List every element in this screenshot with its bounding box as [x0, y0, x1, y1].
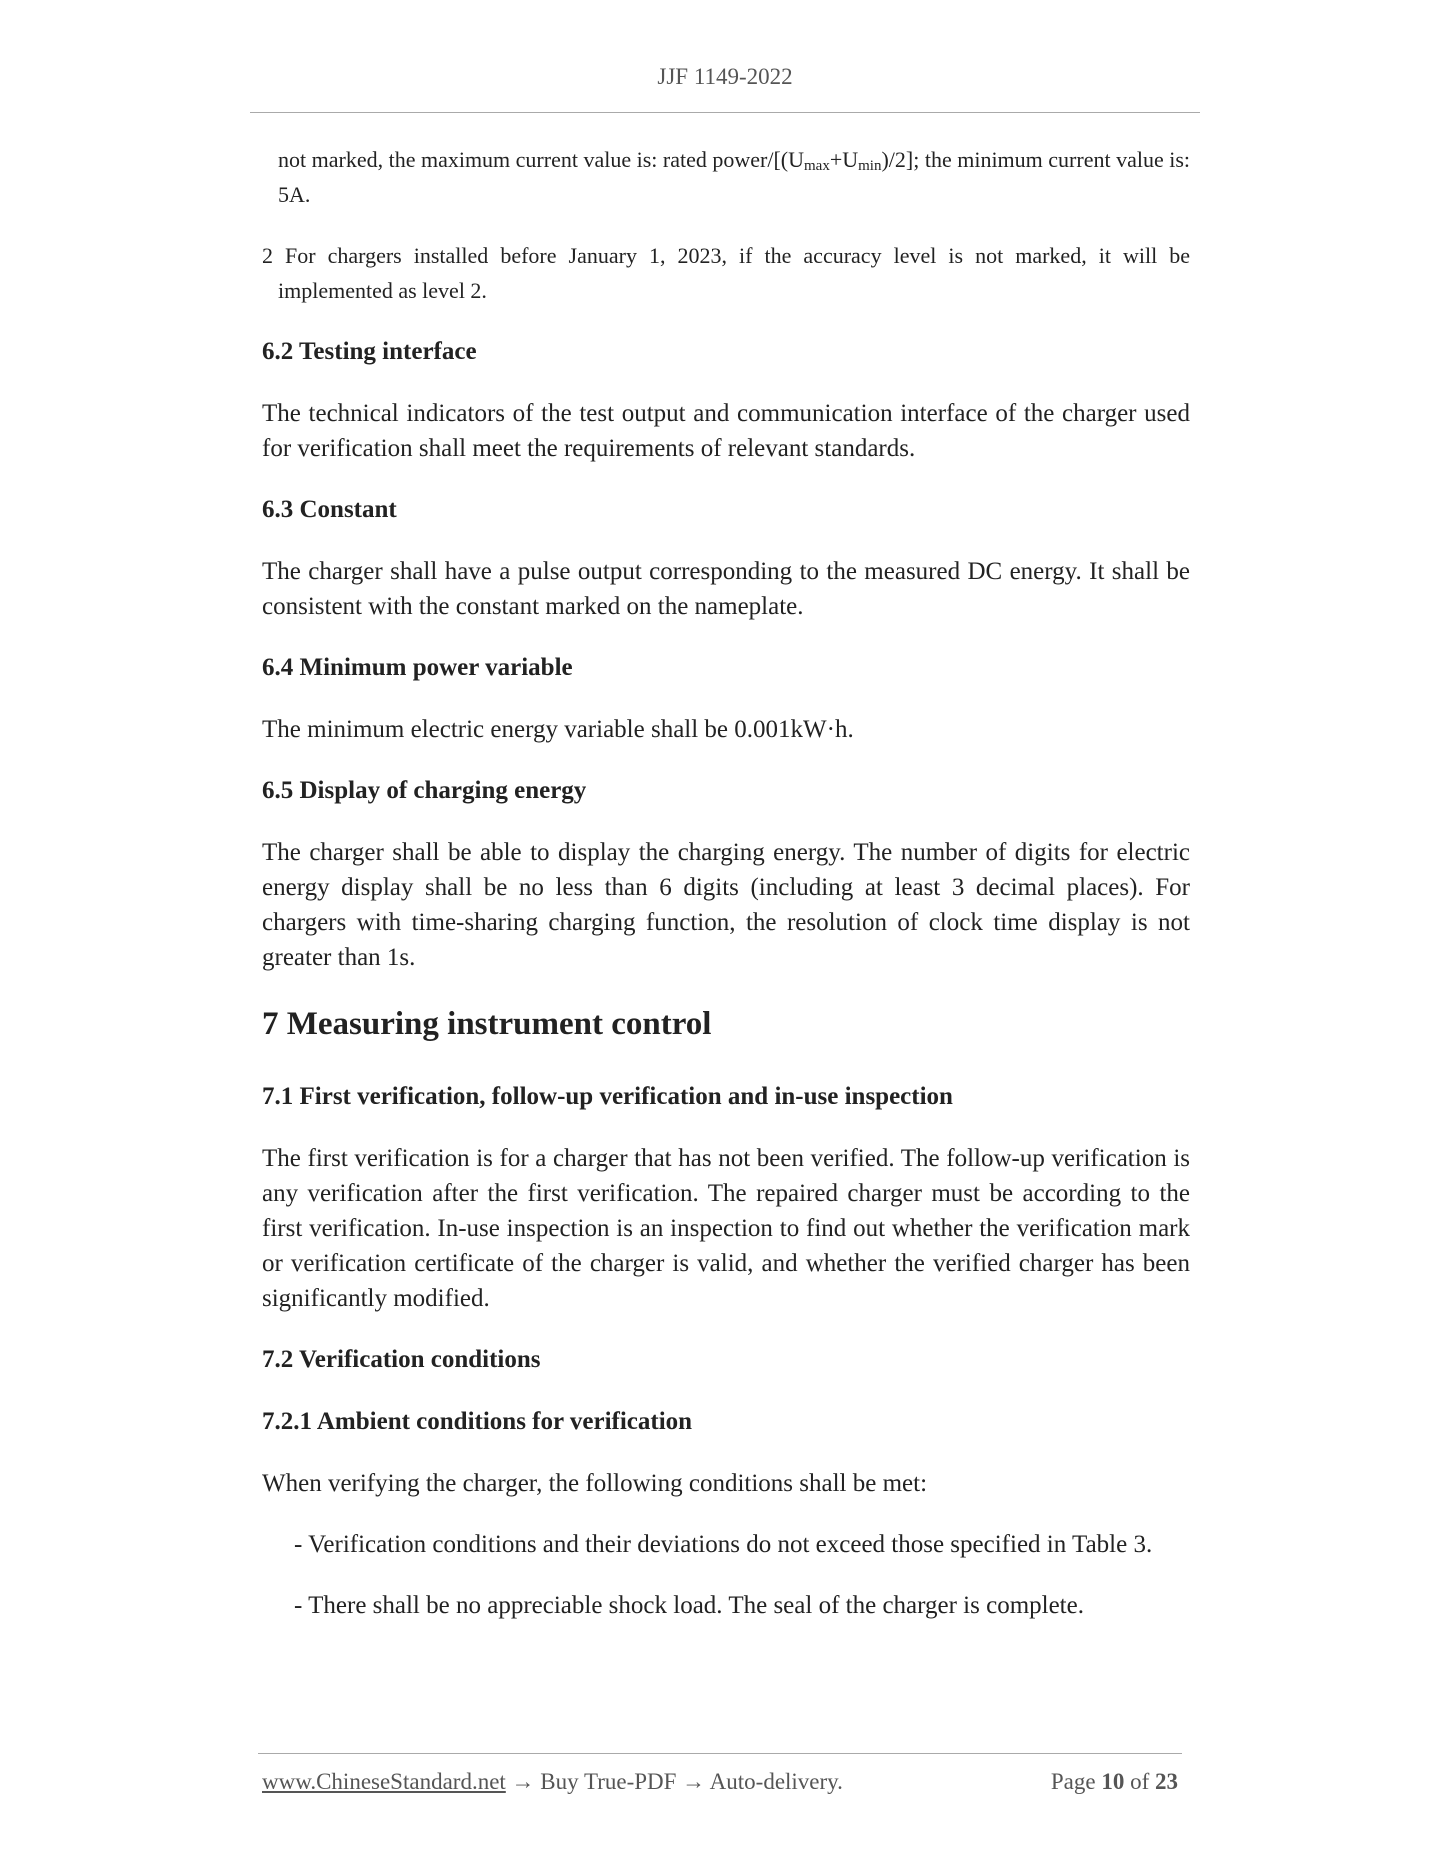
of-label: of [1130, 1769, 1150, 1794]
site-link[interactable]: www.ChineseStandard.net [262, 1769, 506, 1794]
page-total: 23 [1155, 1769, 1178, 1794]
note-1-sub-max: max [804, 158, 830, 174]
note-1-sub-min: min [858, 158, 882, 174]
section-7-2-heading: 7.2 Verification conditions [262, 1346, 541, 1373]
note-1 [262, 142, 1190, 212]
section-6-5-body: The charger shall be able to display the charging energy. The number of digits for electric energy display shall be no less than 6 digits (including at least 3 decimal places). For chargers with time-sharing charging function, the resolution of clock time display is not greater than 1s. [262, 839, 1190, 971]
section-7-1-body: The first verification is for a charger that has not been verified. The follow-up verification is any verification after the first verification. The repaired charger must be according to the first verification. In-use inspection is an inspection to find out whether the verification mark or verification certificate of the charger is valid, and whether the verified charger has been significantly modified. [262, 1145, 1190, 1312]
document-body [262, 142, 1190, 1649]
section-6-3-heading: 6.3 Constant [262, 496, 397, 523]
page-indicator [1051, 1769, 1178, 1795]
section-7-2-1-heading: 7.2.1 Ambient conditions for verification [262, 1408, 693, 1435]
note-1-text-a: not marked, the maximum current value is: rated power/[(U [278, 147, 804, 172]
bullet-item-1: - Verification conditions and their deviations do not exceed those specified in Table 3. [294, 1531, 1153, 1558]
footer-divider [258, 1753, 1182, 1754]
section-6-4-body: The minimum electric energy variable shall be 0.001kW·h. [262, 716, 854, 743]
page-header: JJF 1149-2022 [657, 64, 793, 89]
note-2: 2 For chargers installed before January 1, 2023, if the accuracy level is not marked, it will be implemented as level 2. [262, 243, 1190, 303]
section-7-2-1-body: When verifying the charger, the following conditions shall be met: [262, 1470, 928, 1497]
chapter-7-heading: 7 Measuring instrument control [262, 1006, 712, 1042]
section-7-1-heading: 7.1 First verification, follow-up verification and in-use inspection [262, 1083, 953, 1110]
section-6-3-body: The charger shall have a pulse output corresponding to the measured DC energy. It shall be consistent with the constant marked on the nameplate. [262, 558, 1190, 620]
section-6-5-heading: 6.5 Display of charging energy [262, 777, 587, 804]
section-6-2-body: The technical indicators of the test output and communication interface of the charger used for verification shall meet the requirements of relevant standards. [262, 400, 1190, 462]
note-1-text-c: )/2]; the minimum current value is: 5A. [278, 147, 1191, 207]
page-label: Page [1050, 1769, 1096, 1794]
bullet-item-2: - There shall be no appreciable shock load. The seal of the charger is complete. [294, 1592, 1084, 1619]
section-6-4-heading: 6.4 Minimum power variable [262, 654, 573, 681]
note-1-text-b: +U [829, 147, 859, 172]
footer-promo: → Buy True-PDF → Auto-delivery. [505, 1769, 843, 1794]
header-divider [250, 112, 1200, 113]
page-number: 10 [1101, 1769, 1125, 1794]
section-6-2-heading: 6.2 Testing interface [262, 338, 477, 365]
page-footer [262, 1769, 1182, 1795]
